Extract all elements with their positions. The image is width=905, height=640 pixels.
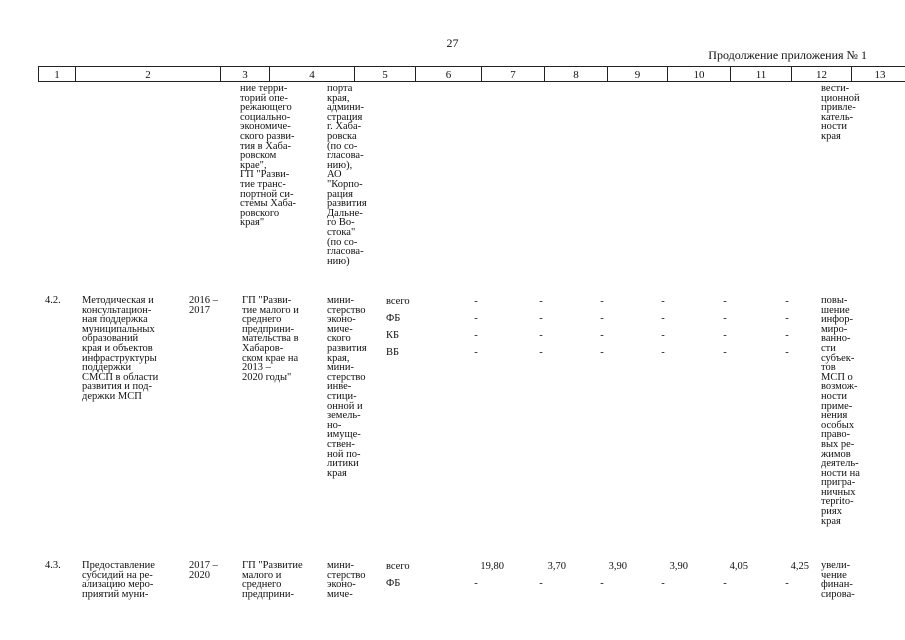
value-cell: - [474, 578, 478, 589]
value-cell: - [474, 330, 478, 341]
value-cell: - [600, 347, 604, 358]
value-cell: - [600, 330, 604, 341]
value-cell: - [785, 330, 789, 341]
header-col-12: 12 [791, 66, 852, 82]
carryover-program-text: ние терри- торий опе- режающего социально- экономиче- ского разви- тия в Хаба- ровском крае", ГП "Разви- тие транс- портной си- стемы Хаба- ровского края" [240, 83, 296, 229]
value-cell: - [723, 578, 727, 589]
row-executor: мини- стерство эконо- миче- ского развития края, мини- стерство инве- стици- онной и земель- но- имуще- ствен- ной по- литики края [327, 295, 367, 479]
source-label: ФБ [386, 578, 401, 589]
source-label: всего [386, 296, 410, 307]
row-measure: Предоставление субсидий на ре- ализацию меро- приятий муни- [82, 560, 155, 600]
value-cell: 3,90 [669, 561, 688, 572]
header-col-6: 6 [415, 66, 482, 82]
value-cell: 19,80 [480, 561, 504, 572]
row-years: 2017 – 2020 [189, 560, 218, 581]
row-years: 2016 – 2017 [189, 295, 218, 316]
value-cell: - [785, 296, 789, 307]
value-cell: 3,70 [547, 561, 566, 572]
value-cell: - [723, 330, 727, 341]
source-label: ФБ [386, 313, 401, 324]
value-cell: - [661, 347, 665, 358]
value-cell: - [474, 347, 478, 358]
value-cell: 4,25 [790, 561, 809, 572]
header-col-7: 7 [481, 66, 545, 82]
value-cell: - [539, 330, 543, 341]
row-program: ГП "Разви- тие малого и среднего предприни- мательства в Хабаров- ском крае на 2013 – 2020 годы" [242, 295, 299, 383]
carryover-executor-text: порта края, админи- страция г. Хаба- ровска (по со- гласова- нию), АО "Корпо- рация развития Дальне- го Во- стока" (по со- гласова- нию) [327, 83, 367, 267]
value-cell: - [661, 330, 665, 341]
row-result: увели- чение финан- сирова- [821, 560, 855, 600]
value-cell: - [539, 313, 543, 324]
header-col-13: 13 [851, 66, 905, 82]
value-cell: - [474, 296, 478, 307]
source-label: КБ [386, 330, 400, 341]
value-cell: - [600, 296, 604, 307]
row-program: ГП "Развитие малого и среднего предприни- [242, 560, 303, 600]
value-cell: - [661, 313, 665, 324]
value-cell: - [474, 313, 478, 324]
value-cell: 3,90 [608, 561, 627, 572]
header-col-10: 10 [667, 66, 731, 82]
continuation-label: Продолжение приложения № 1 [708, 48, 867, 62]
row-executor: мини- стерство эконо- миче- [327, 560, 366, 600]
value-cell: 4,05 [729, 561, 748, 572]
row-result: повы- шение инфор- миро- ванно- сти субъек- тов МСП о возмож- ности приме- нения особых право- вых ре- жимов деятель- ности на пригра- ничных терrito- риях края [821, 295, 860, 527]
header-col-11: 11 [730, 66, 792, 82]
carryover-result-text: вести- ционной привле- катель- ности края [821, 83, 860, 142]
value-cell: - [785, 347, 789, 358]
value-cell: - [539, 347, 543, 358]
value-cell: - [600, 313, 604, 324]
header-col-2: 2 [75, 66, 221, 82]
value-cell: - [539, 296, 543, 307]
page-number: 27 [446, 36, 459, 50]
row-number: 4.2. [45, 295, 61, 306]
table-header-row [38, 66, 886, 83]
row-measure: Методическая и консультацион- ная поддержка муниципальных образований края и объектов инфраструктуры поддержки СМСП в области развития и под- держки МСП [82, 295, 159, 402]
source-label: ВБ [386, 347, 400, 358]
value-cell: - [661, 578, 665, 589]
header-col-5: 5 [354, 66, 416, 82]
value-cell: - [785, 578, 789, 589]
row-number: 4.3. [45, 560, 61, 571]
value-cell: - [723, 347, 727, 358]
value-cell: - [723, 296, 727, 307]
value-cell: - [600, 578, 604, 589]
value-cell: - [661, 296, 665, 307]
header-col-8: 8 [544, 66, 608, 82]
header-col-9: 9 [607, 66, 668, 82]
source-label: всего [386, 561, 410, 572]
header-col-3: 3 [220, 66, 270, 82]
header-col-1: 1 [38, 66, 76, 82]
value-cell: - [539, 578, 543, 589]
value-cell: - [723, 313, 727, 324]
value-cell: - [785, 313, 789, 324]
header-col-4: 4 [269, 66, 355, 82]
